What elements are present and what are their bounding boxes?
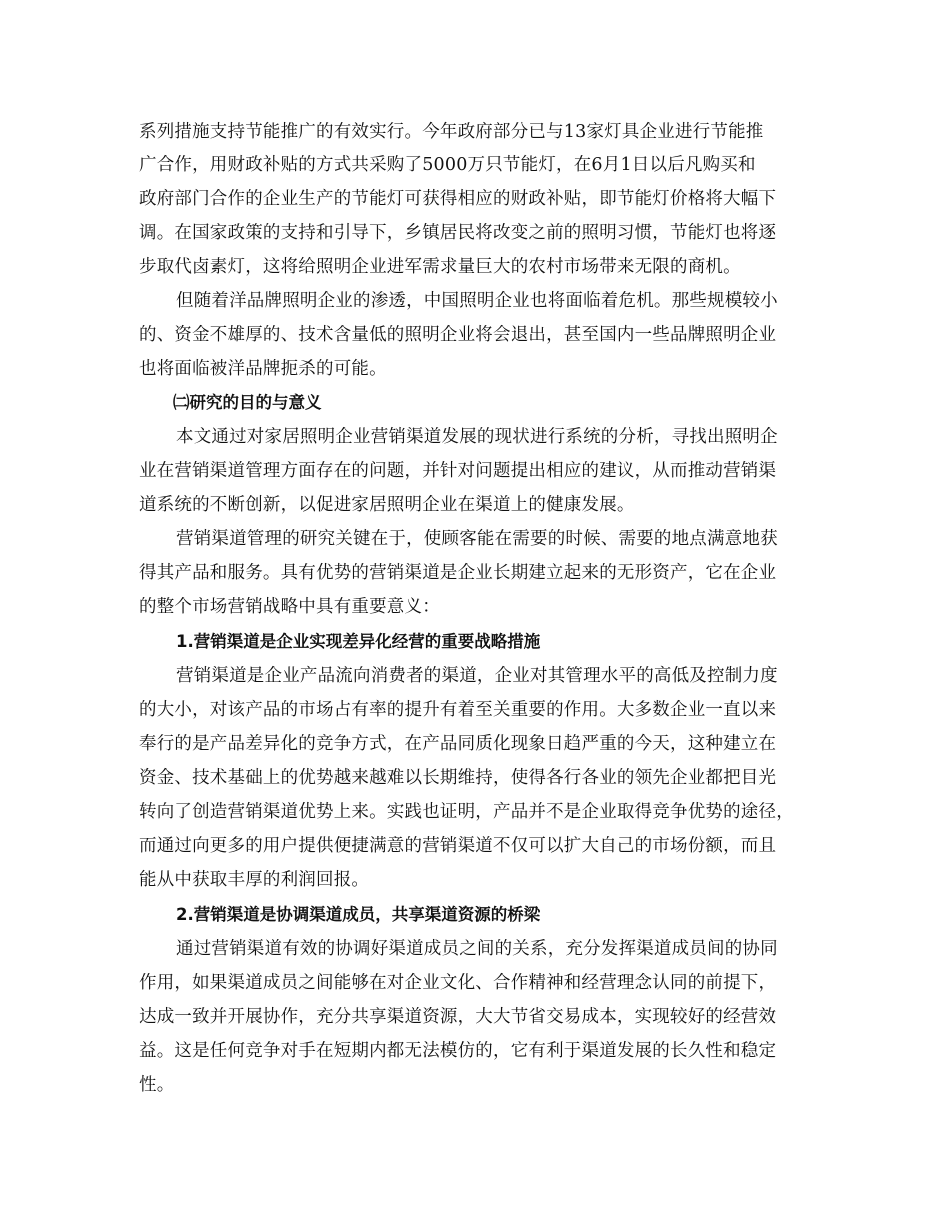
body-text-line: 的整个市场营销战略中具有重要意义： [139,597,440,617]
body-text-line: 广合作，用财政补贴的方式共采购了5000万只节能灯，在6月1日以后凡购买和 [139,155,756,175]
body-text-line: 转向了创造营销渠道优势上来。实践也证明，产品并不是企业取得竞争优势的途径， [139,802,794,822]
body-text-line: 系列措施支持节能推广的有效实行。今年政府部分已与13家灯具企业进行节能推 [139,122,764,142]
body-text-line: 的大小，对该产品的市场占有率的提升有着至关重要的作用。大多数企业一直以来 [139,700,777,720]
paragraph-first-line: 本文通过对家居照明企业营销渠道发展的现状进行系统的分析，寻找出照明企 [176,427,778,447]
body-text-line: 而通过向更多的用户提供便捷满意的营销渠道不仅可以扩大自己的市场份额，而且 [139,836,777,856]
body-text-line: 的、资金不雄厚的、技术含量低的照明企业将会退出，甚至国内一些品牌照明企业 [139,325,777,345]
section-heading: ㈡研究的目的与意义 [173,393,322,412]
paragraph-first-line: 通过营销渠道有效的协调好渠道成员之间的关系，充分发挥渠道成员间的协同 [176,939,778,959]
body-text-line: 达成一致并开展协作，充分共享渠道资源，大大节省交易成本，实现较好的经营效 [139,1007,777,1027]
body-text-line: 调。在国家政策的支持和引导下，乡镇居民将改变之前的照明习惯，节能灯也将逐 [139,223,777,243]
body-text-line: 业在营销渠道管理方面存在的问题，并针对问题提出相应的建议，从而推动营销渠 [139,461,777,481]
body-text-line: 能从中获取丰厚的利润回报。 [139,870,370,890]
body-text-line: 步取代卤素灯，这将给照明企业进军需求量巨大的农村市场带来无限的商机。 [139,257,741,277]
body-text-line: 性。 [139,1075,175,1095]
body-text-line: 得其产品和服务。具有优势的营销渠道是企业长期建立起来的无形资产，它在企业 [139,563,777,583]
body-text-line: 益。这是任何竞争对手在短期内都无法模仿的，它有利于渠道发展的长久性和稳定 [139,1041,777,1061]
body-text-line: 也将面临被洋品牌扼杀的可能。 [139,359,387,379]
paragraph-first-line: 营销渠道是企业产品流向消费者的渠道，企业对其管理水平的高低及控制力度 [176,666,778,686]
paragraph-first-line: 营销渠道管理的研究关键在于，使顾客能在需要的时候、需要的地点满意地获 [176,529,778,549]
body-text-line: 政府部门合作的企业生产的节能灯可获得相应的财政补贴，即节能灯价格将大幅下 [139,189,777,209]
body-text-line: 奉行的是产品差异化的竞争方式，在产品同质化现象日趋严重的今天，这种建立在 [139,734,777,754]
body-text-line: 资金、技术基础上的优势越来越难以长期维持，使得各行各业的领先企业都把目光 [139,768,777,788]
body-text-line: 作用，如果渠道成员之间能够在对企业文化、合作精神和经营理念认同的前提下， [139,973,777,993]
subsection-heading: 2.营销渠道是协调渠道成员，共享渠道资源的桥梁 [176,905,541,924]
body-text-line: 道系统的不断创新，以促进家居照明企业在渠道上的健康发展。 [139,495,635,515]
subsection-heading: 1.营销渠道是企业实现差异化经营的重要战略措施 [176,632,541,651]
paragraph-first-line: 但随着洋品牌照明企业的渗透，中国照明企业也将面临着危机。那些规模较小 [176,291,778,311]
